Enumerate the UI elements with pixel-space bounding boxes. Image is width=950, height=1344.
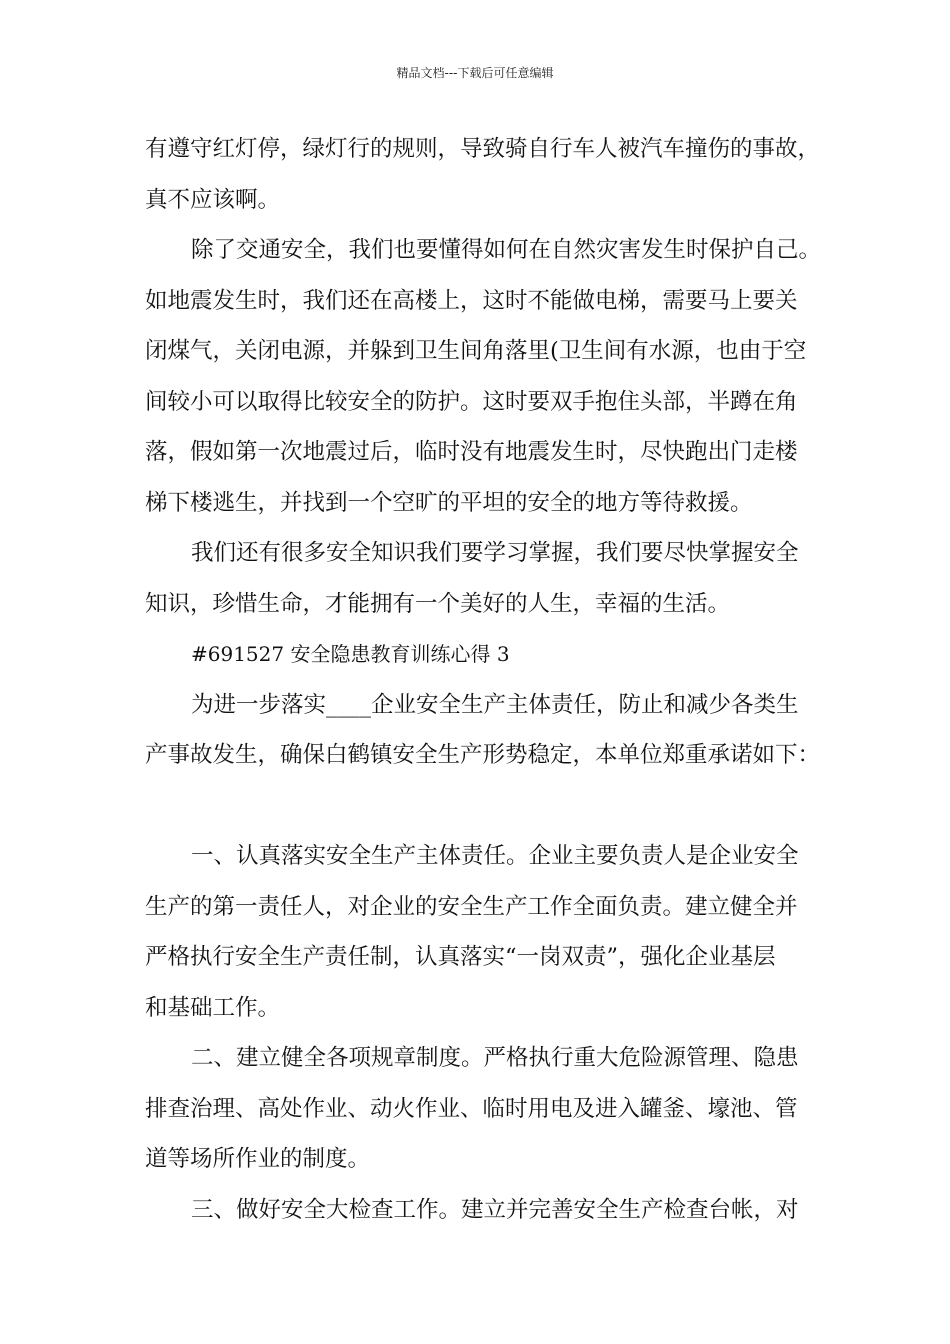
- text-line: 如地震发生时，我们还在高楼上，这时不能做电梯，需要马上要关: [145, 287, 798, 314]
- section-heading: #691527 安全隐患教育训练心得 3: [191, 642, 510, 666]
- text-line: 严格执行安全生产责任制，认真落实“一岗双责”，强化企业基层: [145, 944, 776, 970]
- paragraph-start: 二、建立健全各项规章制度。严格执行重大危险源管理、隐患: [191, 1045, 799, 1071]
- paragraph-start: 我们还有很多安全知识我们要学习掌握，我们要尽快掌握安全: [191, 540, 799, 566]
- text-line: 生产的第一责任人，对企业的安全生产工作全面负责。建立健全并: [145, 893, 798, 920]
- paragraph-start: 除了交通安全，我们也要懂得如何在自然灾害发生时保护自己。: [191, 237, 822, 263]
- text-line: 道等场所作业的制度。: [145, 1146, 371, 1172]
- text-line: 梯下楼逃生，并找到一个空旷的平坦的安全的地方等待救援。: [145, 489, 753, 516]
- text-line: 闭煤气，关闭电源，并躲到卫生间角落里(卫生间有水源，也由于空: [145, 338, 807, 364]
- text-line: 落，假如第一次地震过后，临时没有地震发生时，尽快跑出门走楼: [145, 439, 798, 465]
- text-line: 和基础工作。: [145, 994, 281, 1021]
- text-line: 知识，珍惜生命，才能拥有一个美好的人生，幸福的生活。: [145, 590, 731, 617]
- text-line: 产事故发生，确保白鹤镇安全生产形势稳定，本单位郑重承诺如下：: [145, 742, 821, 768]
- paragraph-start: 一、认真落实安全生产主体责任。企业主要负责人是企业安全: [191, 843, 799, 869]
- page-header: 精品文档---下载后可任意编辑: [396, 66, 554, 80]
- paragraph-start: 三、做好安全大检查工作。建立并完善安全生产检查台帐，对: [191, 1196, 799, 1223]
- text-line: 间较小可以取得比较安全的防护。这时要双手抱住头部，半蹲在角: [145, 388, 798, 415]
- document-body: [145, 124, 825, 1235]
- text-line: 有遵守红灯停，绿灯行的规则，导致骑自行车人被汽车撞伤的事故，: [145, 136, 821, 162]
- paragraph-start: 为进一步落实____企业安全生产主体责任，防止和减少各类生: [191, 691, 799, 718]
- text-line: 真不应该啊。: [145, 186, 281, 213]
- text-line: 排查治理、高处作业、动火作业、临时用电及进入罐釜、壕池、管: [145, 1095, 798, 1122]
- blank-line: [145, 781, 825, 832]
